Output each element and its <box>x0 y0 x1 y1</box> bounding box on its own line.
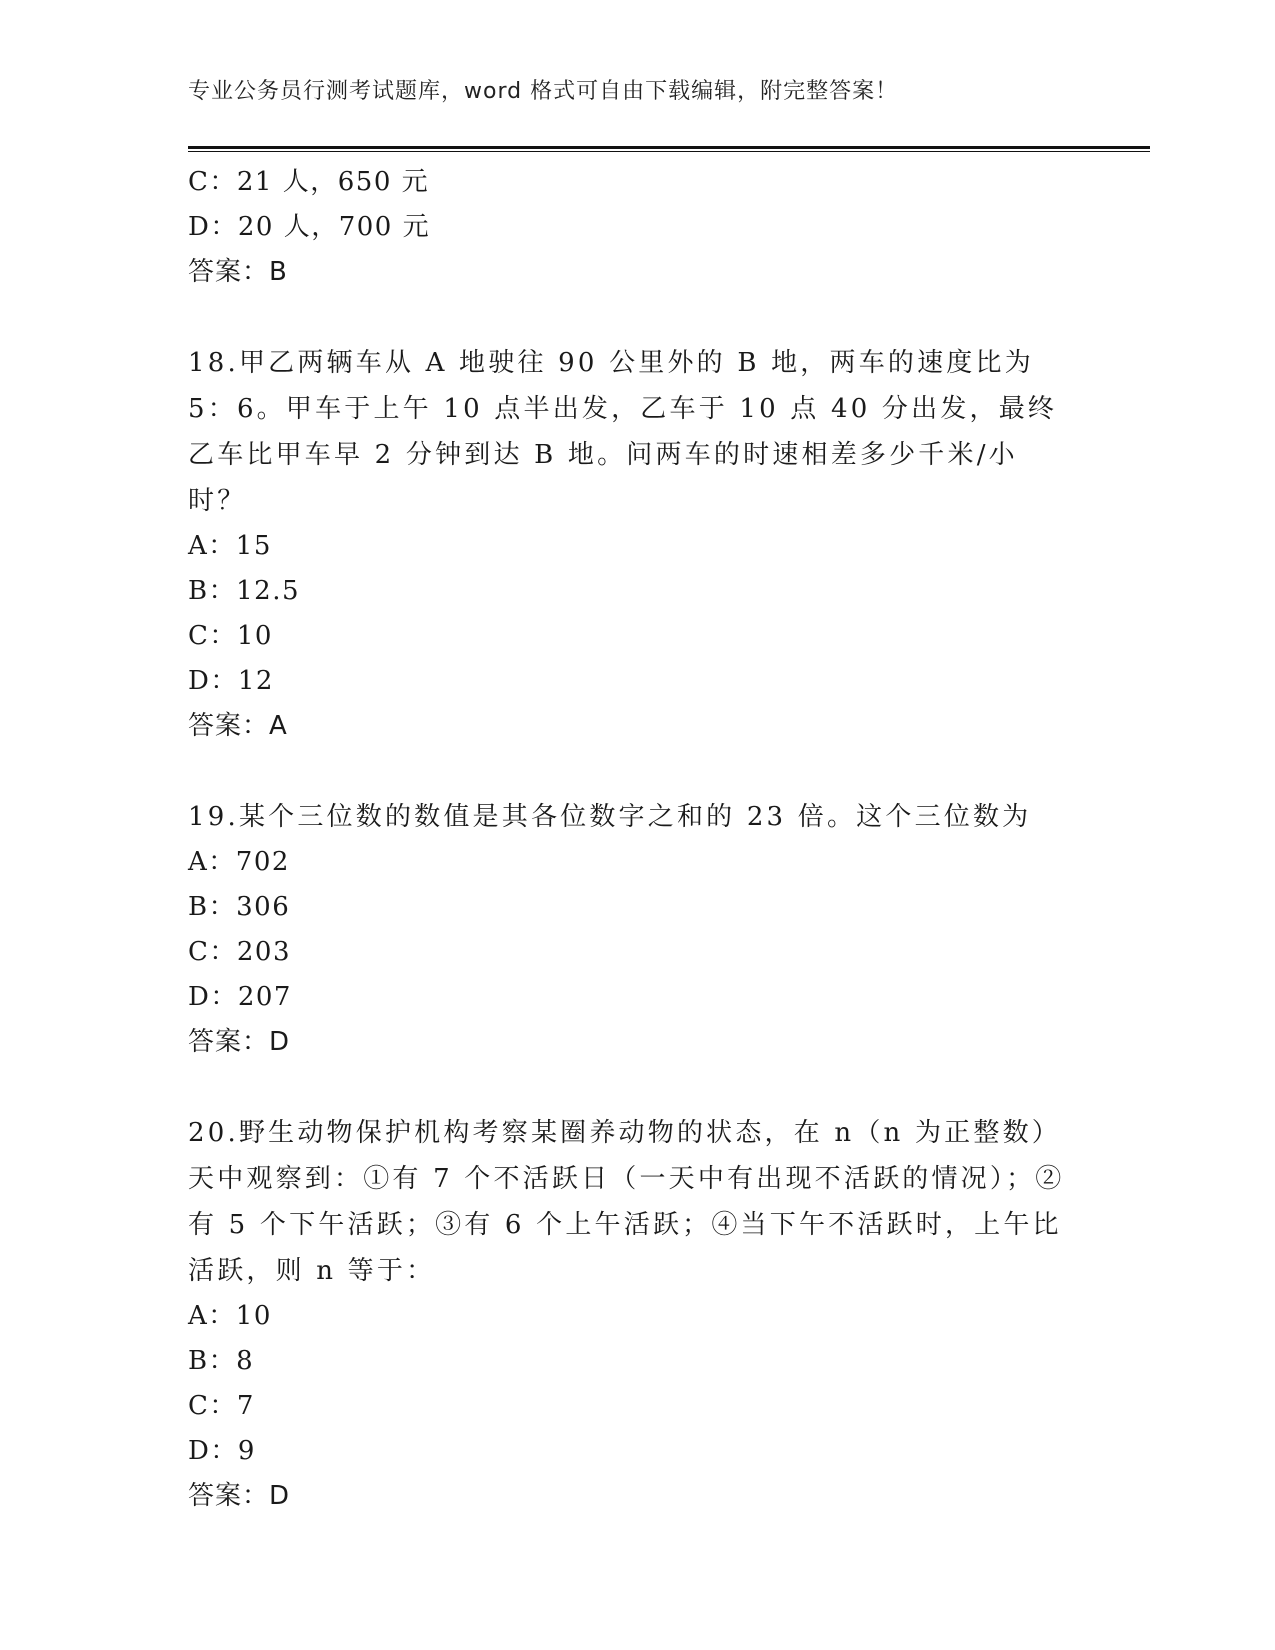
question-20 <box>188 1110 1088 1519</box>
option-d: D：207 <box>188 982 292 1012</box>
option-c: C：10 <box>188 621 273 651</box>
option-c: C：7 <box>188 1391 255 1421</box>
answer-line: 答案：A <box>188 711 288 741</box>
option-d: D：9 <box>188 1436 256 1466</box>
option-b: B：306 <box>188 892 291 922</box>
option-d: D：12 <box>188 666 274 696</box>
question-content <box>188 160 1088 1519</box>
question-text: 19.某个三位数的数值是其各位数字之和的 23 倍。这个三位数为 <box>188 802 1032 832</box>
option-a: A：15 <box>188 531 272 561</box>
option-c: C：203 <box>188 937 292 967</box>
option-b: B：12.5 <box>188 576 300 606</box>
question-text: 18.甲乙两辆车从 A 地驶往 90 公里外的 B 地，两车的速度比为 5：6。甲车于上午 10 点半出发，乙车于 10 点 40 分出发，最终乙车比甲车早 2 分钟到达 B 地。问两车的时速相差多少千米/小时？ <box>188 348 1058 516</box>
answer-line: 答案：D <box>188 1027 291 1057</box>
answer-line: 答案：D <box>188 1481 291 1511</box>
option-d: D：20 人，700 元 <box>188 212 431 242</box>
question-text: 20.野生动物保护机构考察某圈养动物的状态，在 n（n 为正整数）天中观察到：①有 7 个不活跃日（一天中有出现不活跃的情况）；②有 5 个下午活跃；③有 6 个上午活跃；④当下午不活跃时，上午比活跃，则 n 等于： <box>188 1118 1065 1286</box>
spacer <box>188 1065 1088 1110</box>
question-19 <box>188 794 1088 1065</box>
option-a: A：10 <box>188 1301 272 1331</box>
spacer <box>188 295 1088 340</box>
spacer <box>188 749 1088 794</box>
question-17-tail <box>188 160 1088 295</box>
question-18 <box>188 340 1088 749</box>
option-a: A：702 <box>188 847 290 877</box>
header-rule <box>188 146 1150 152</box>
option-b: B：8 <box>188 1346 255 1376</box>
page-header: 专业公务员行测考试题库，word 格式可自由下载编辑，附完整答案！ <box>188 79 899 104</box>
answer-line: 答案：B <box>188 257 288 287</box>
option-c: C：21 人，650 元 <box>188 167 430 197</box>
